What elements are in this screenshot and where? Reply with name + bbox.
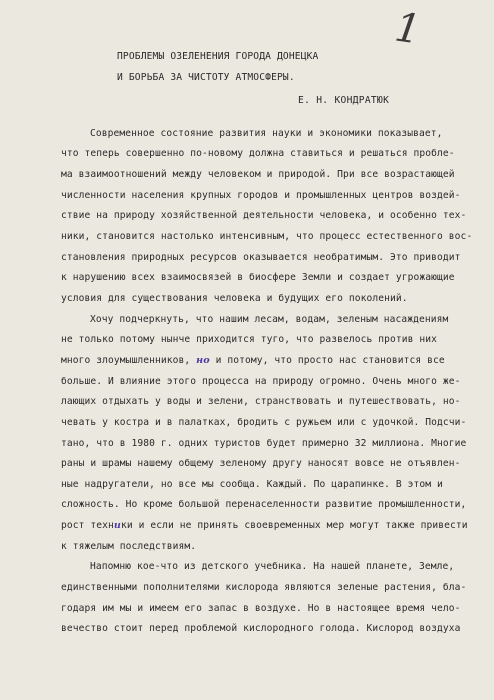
body-line: много злоумышленников, но и потому, что просто нас становится все	[61, 355, 445, 366]
body-line: что теперь совершенно по-новому должна ставиться и решаться пробле-	[61, 148, 455, 159]
body-line: рост техники и если не принять своевременных мер могут также привести	[61, 520, 468, 531]
handwritten-correction: но	[196, 355, 210, 366]
body-line: тано, что в 1980 г. одних туристов будет примерно 32 миллиона. Многие	[61, 438, 467, 449]
body-line: ствие на природу хозяйственной деятельности человека, и особенно тех-	[61, 210, 467, 221]
title-line-2: И БОРЬБА ЗА ЧИСТОТУ АТМОСФЕРЫ.	[117, 72, 295, 83]
body-line: к нарушению всех взаимосвязей в биосфере Земли и создает угрожающие	[61, 272, 455, 283]
body-line: численности населения крупных городов и промышленных центров воздей-	[61, 190, 461, 201]
body-line: становления природных ресурсов оказывается необратимым. Это приводит	[61, 252, 461, 263]
body-line: вечество стоит перед проблемой кислородного голода. Кислород воздуха	[61, 623, 461, 634]
body-line: больше. И влияние этого процесса на природу огромно. Очень много же-	[61, 376, 461, 387]
body-line: Хочу подчеркнуть, что нашим лесам, водам, зеленым насаждениям	[90, 314, 449, 325]
title-line-1: ПРОБЛЕМЫ ОЗЕЛЕНЕНИЯ ГОРОДА ДОНЕЦКА	[117, 51, 319, 62]
body-line: условия для существования человека и будущих его поколений.	[61, 293, 408, 304]
body-line: единственными пополнителями кислорода являются зеленые растения, бла-	[61, 582, 467, 593]
body-line: лающих отдыхать у воды и зелени, странствовать и путешествовать, но-	[61, 396, 461, 407]
handwritten-correction: и	[113, 520, 121, 531]
body-line: сложность. Но кроме большой перенаселенности развитие промышленности,	[61, 499, 467, 510]
body-line: ники, становится настолько интенсивным, что процесс естественного вос-	[61, 231, 473, 242]
body-line: чевать у костра и в палатках, бродить с ружьем или с удочкой. Подсчи-	[61, 417, 467, 428]
handwritten-page-number: 1	[391, 4, 424, 54]
body-line: ма взаимоотношений между человеком и природой. При все возрастающей	[61, 169, 455, 180]
body-line: к тяжелым последствиям.	[61, 541, 197, 552]
author-name: Е. Н. КОНДРАТЮК	[298, 95, 390, 106]
body-line: годаря им мы и имеем его запас в воздухе. Но в настоящее время чело-	[61, 603, 461, 614]
body-line: раны и шрамы нашему общему зеленому другу наносят вовсе не отъявлен-	[61, 458, 461, 469]
body-line: не только потому нынче приходится туго, что развелось против них	[61, 334, 438, 345]
body-line: ные надругатели, но все мы сообща. Каждый. По царапинке. В этом и	[61, 479, 443, 490]
body-line: Напомню кое-что из детского учебника. На нашей планете, Земле,	[90, 561, 455, 572]
body-line: Современное состояние развития науки и экономики показывает,	[90, 128, 443, 139]
